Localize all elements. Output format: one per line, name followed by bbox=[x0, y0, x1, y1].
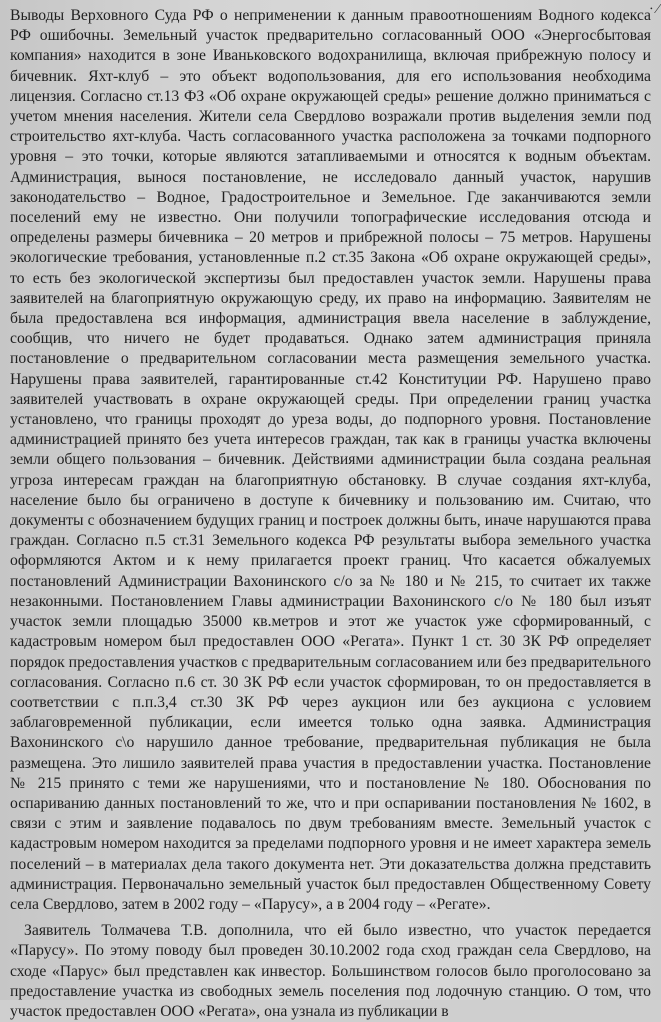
paragraph-2: Заявитель Толмачева Т.В. дополнила, что ей было известно, что участок передается «Парусу». По этому поводу был проведен 30.10.2002 года сход граждан села Свердлово, на сходе «Парус» был представлен как инвестор. Большинством голосов было проголосовано за предоставление участка из свободных земель поселения под лодочную станцию. О том, что участок предоставлен ООО «Регата», она узнала из публикации в bbox=[10, 922, 651, 1020]
paragraph-1: Выводы Верховного Суда РФ о неприменении к данным правоотношениям Водного кодекса РФ ошибочны. Земельный участок предварительно согласованный ООО «Энергосбытовая компания» находится в зоне Иваньковского водохранилища, включая прибрежную полосу и бичевник. Яхт-клуб – это объект водопользования, для его использования необходима лицензия. Согласно ст.13 ФЗ «Об охране окружающей среды» решение должно приниматься с учетом мнения населения. Жители села Свердлово возражали против выделения земли под строительство яхт-клуба. Часть согласованного участка расположена за точками подпорного уровня – это точки, которые являются затапливаемыми и относятся к водным объектам. Администрация, вынося постановление, не исследовало данный участок, нарушив законодательство – Водное, Градостроительное и Земельное. Где заканчиваются земли поселений ему не известно. Они получили топографические исследования отсюда и определены размеры бичевника – 20 метров и прибрежной полосы – 75 метров. Нарушены экологические требования, установленные п.2 ст.35 Закона «Об охране окружающей среды», то есть без экологической экспертизы был предоставлен участок земли. Нарушены права заявителей на благоприятную окружающую среду, их право на информацию. Заявителям не была предоставлена вся информация, администрация ввела население в заблуждение, сообщив, что ничего не будет продаваться. Однако затем администрация приняла постановление о предварительном согласовании места размещения земельного участка. Нарушены права заявителей, гарантированные ст.42 Конституции РФ. Нарушено право заявителей участвовать в охране окружающей среды. При определении границ участка установлено, что границы проходят до уреза воды, до подпорного уровня. Постановление администрацией принято без учета интересов граждан, так как в границы участка включены земли общего пользования – бичевник. Действиями администрации была создана реальная угроза интересам граждан на благоприятную обстановку. В случае создания яхт-клуба, население было бы ограничено в доступе к бичевнику и пользованию им. Считаю, что документы с обозначением будущих границ и построек должны быть, иначе нарушаются права граждан. Согласно п.5 ст.31 Земельного кодекса РФ результаты выбора земельного участка оформляются Актом и к нему прилагается проект границ. Что касается обжалуемых постановлений Администрации Вахонинского с/о за № 180 и № 215, то считает их также незаконными. Постановлением Главы администрации Вахонинского с/о № 180 был изъят участок земли площадью 35000 кв.метров и этот же участок уже сформированный, с кадастровым номером был предоставлен ООО «Регата». Пункт 1 ст. 30 ЗК РФ определяет порядок предоставления участков с предварительным согласованием или без предварительного согласования. Согласно п.6 ст. 30 ЗК РФ если участок сформирован, то он предоставляется в соответствии с п.п.3,4 ст.30 ЗК РФ через аукцион или без аукциона с условием заблаговременной публикации, если имеется только одна заявка. Администрация Вахонинского с\о нарушило данное требование, предварительная публикация не была размещена. Это лишило заявителей права участия в предоставлении участка. Постановление № 215 принято с теми же нарушениями, что и постановление № 180. Обоснования по оспариванию данных постановлений то же, что и при оспаривании постановления № 1602, в связи с этим и заявление подавалось по двум требованиям вместе. Земельный участок с кадастровым номером находится за пределами подпорного уровня и не имеет характера земель поселений – в материалах дела такого документа нет. Эти доказательства должна представить администрация. Первоначально земельный участок был предоставлен Общественному Совету села Свердлово, затем в 2002 году – «Парусу», а в 2004 году – «Регате». bbox=[10, 7, 651, 913]
handwritten-margin-mark: ∙ ⁄ bbox=[649, 2, 659, 17]
